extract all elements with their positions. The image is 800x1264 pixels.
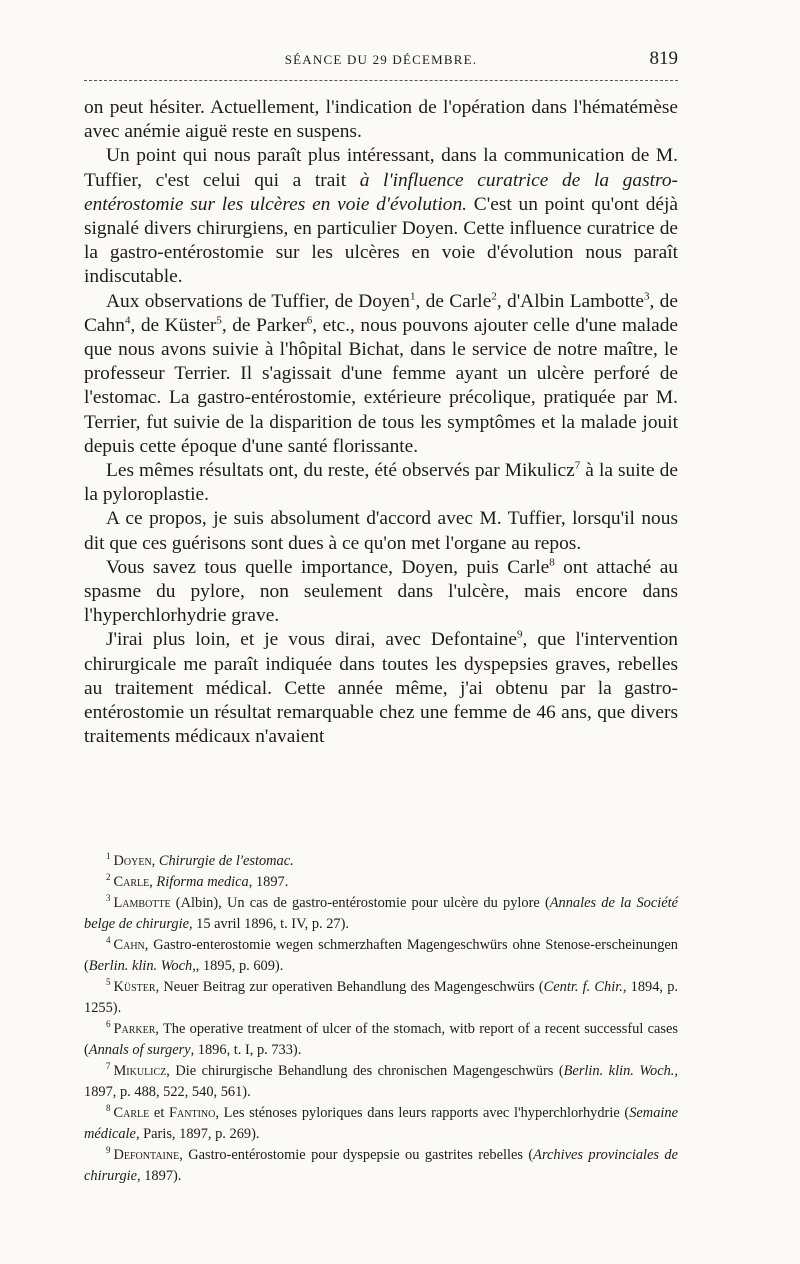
text-run: , 1897. (248, 874, 289, 890)
text-run: , Neuer Beitrag zur operativen Behandlung des Magengeschwürs ( (155, 979, 544, 995)
body-text (84, 96, 678, 749)
text-run: , de Parker (221, 314, 307, 336)
footnote-number: 3 (106, 893, 111, 904)
text-run: ,, 1895, p. 609). (192, 958, 284, 974)
footnote (84, 977, 678, 1019)
footnote (84, 1145, 678, 1187)
footnote (84, 935, 678, 977)
footnote-title: Chirurgie de l'estomac. (158, 853, 294, 869)
footnote-ref: 8 (549, 556, 555, 569)
footnote-number: 9 (106, 1145, 111, 1156)
footnote-title: Semaine médicale (84, 1105, 678, 1142)
text-run: , 1897). (137, 1168, 182, 1184)
paragraph-1 (84, 96, 678, 144)
text-run: , d'Albin Lambotte (496, 290, 644, 312)
footnote-title: Berlin. klin. Woch. (563, 1063, 675, 1079)
footnote-number: 7 (106, 1061, 111, 1072)
footnote (84, 1103, 678, 1145)
footnote-author: Carle (113, 1105, 150, 1121)
footnote-ref: 3 (644, 290, 650, 303)
text-run: , etc., nous pouvons ajouter celle d'une malade que nous avons suivie à l'hôpital Bichat, dans le service de notre maître, le professeur Terrier. Il s'agissait d'une femme ayant un ulcère perforé de l'estomac. La gastro-entérostomie, extérieure précolique, pratiquée par M. Terrier, fut suivie de la disparition de tous les symptômes et la malade jouit depuis cette époque d'une santé florissante. (84, 314, 679, 457)
footnote-author: Lambotte (113, 895, 171, 911)
footnote-author: Mikulicz (113, 1063, 167, 1079)
footnote-number: 6 (106, 1019, 111, 1030)
text-run: C'est un point qu'ont déjà signalé divers chirurgiens, en particulier Doyen. Cette influence curatrice de la gastro-entérostomie sur les ulcères en voie d'évolution nous paraît indiscutable. (84, 193, 678, 288)
footnote-author: Defontaine (113, 1147, 180, 1163)
footnote-ref: 1 (409, 290, 416, 303)
footnote-number: 2 (106, 872, 111, 883)
footnote-number: 8 (106, 1103, 111, 1114)
text-run: on peut hésiter. Actuellement, l'indication de l'opération dans l'hématémèse avec anémie aiguë reste en suspens. (84, 97, 678, 143)
text-run: et (149, 1105, 170, 1121)
footnote-ref: 5 (216, 314, 222, 327)
footnote-author: Carle (113, 874, 150, 890)
footnote-number: 5 (106, 977, 111, 988)
footnote-author: Parker (113, 1021, 156, 1037)
text-run: , 15 avril 1896, t. IV, p. 27). (188, 916, 349, 932)
footnote-number: 4 (106, 935, 111, 946)
footnote-title: Annals of surgery (88, 1042, 191, 1058)
text-run: Aux observations de Tuffier, de Doyen (106, 290, 410, 312)
text-run: , de Carle (415, 290, 492, 312)
text-run: , Gastro-entérostomie pour dyspepsie ou gastrites rebelles ( (179, 1147, 534, 1163)
text-run: Les mêmes résultats ont, du reste, été observés par Mikulicz (106, 460, 575, 482)
text-run: , que l'intervention chirurgicale me paraît indiquée dans toutes les dyspepsies graves, rebelles au traitement médical. Cette année même, j'ai obtenu par la gastro-entérostomie un résultat remarquable chez une femme de 46 ans, que divers traitements médicaux n'avaient (84, 629, 678, 748)
text-run: Vous savez tous quelle importance, Doyen, puis Carle (106, 556, 550, 578)
footnote-author: Fantino (169, 1105, 216, 1121)
footnote-title: Centr. f. Chir. (543, 979, 623, 995)
footnote-title: Annales de la Société belge de chirurgie (84, 895, 678, 932)
footnote (84, 851, 678, 872)
text-run: , The operative treatment of ulcer of the stomach, witb report of a recent successful cases ( (84, 1021, 678, 1058)
footnote-title: Riforma medica (156, 874, 249, 890)
footnotes (84, 851, 678, 1187)
footnote-title: Berlin. klin. Woch (88, 958, 193, 974)
footnote-ref: 2 (491, 290, 497, 303)
footnote-author: Doyen (113, 853, 152, 869)
text-run: , 1896, t. I, p. 733). (190, 1042, 302, 1058)
footnote (84, 1061, 678, 1103)
footnote-number: 1 (106, 851, 111, 862)
paragraph-6 (84, 556, 678, 629)
text-run: Un point qui nous paraît plus intéressant, dans la communication de M. Tuffier, c'est celui qui a trait (84, 145, 678, 191)
text-run: , Les sténoses pyloriques dans leurs rapports avec l'hyperchlorhydrie ( (215, 1105, 630, 1121)
running-title: SÉANCE DU 29 DÉCEMBRE. (284, 52, 478, 67)
footnote-title: Archives provinciales de chirurgie (84, 1147, 678, 1184)
footnote-author: Cahn (113, 937, 145, 953)
footnote-ref: 6 (306, 314, 313, 327)
text-run: , 1894, p. 1255). (84, 979, 679, 1016)
text-run: J'irai plus loin, et je vous dirai, avec Defontaine (106, 629, 518, 651)
page-header (84, 48, 678, 72)
paragraph-4 (84, 459, 678, 507)
footnote (84, 872, 678, 893)
paragraph-5 (84, 507, 678, 555)
page-number: 819 (649, 48, 678, 69)
footnote (84, 1019, 678, 1061)
footnote-ref: 4 (124, 314, 131, 327)
text-run: , (151, 853, 159, 869)
text-run: (Albin), Un cas de gastro-entérostomie pour ulcère du pylore ( (170, 895, 550, 911)
header-rule (84, 80, 678, 81)
text-run: , (149, 874, 157, 890)
text-run: ont attaché au spasme du pylore, non seulement dans l'ulcère, mais encore dans l'hyperchlorhydrie grave. (84, 556, 678, 627)
paragraph-2 (84, 144, 678, 289)
footnote-ref: 9 (517, 629, 523, 641)
italic-phrase: à l'influence curatrice de la gastro-entérostomie sur les ulcères en voie d'évolution. (84, 169, 678, 215)
text-run: , Die chirurgische Behandlung des chronischen Magengeschwürs ( (166, 1063, 564, 1079)
paragraph-7 (84, 628, 678, 749)
text-run: , 1897, p. 488, 522, 540, 561). (84, 1063, 678, 1100)
text-run: , Paris, 1897, p. 269). (135, 1126, 260, 1142)
text-run: à la suite de la pyloroplastie. (84, 460, 678, 506)
footnote (84, 893, 678, 935)
text-run: , de Cahn (84, 290, 678, 336)
text-run: A ce propos, je suis absolument d'accord avec M. Tuffier, lorsqu'il nous dit que ces guérisons sont dues à ce qu'on met l'organe au repos. (84, 508, 678, 554)
paragraph-3 (84, 290, 678, 459)
text-run: , de Küster (130, 314, 217, 336)
footnote-ref: 7 (574, 459, 581, 472)
text-run: , Gastro-enterostomie wegen schmerzhaften Magengeschwürs ohne Stenose-erscheinungen ( (84, 937, 678, 974)
footnote-author: Küster (113, 979, 156, 995)
